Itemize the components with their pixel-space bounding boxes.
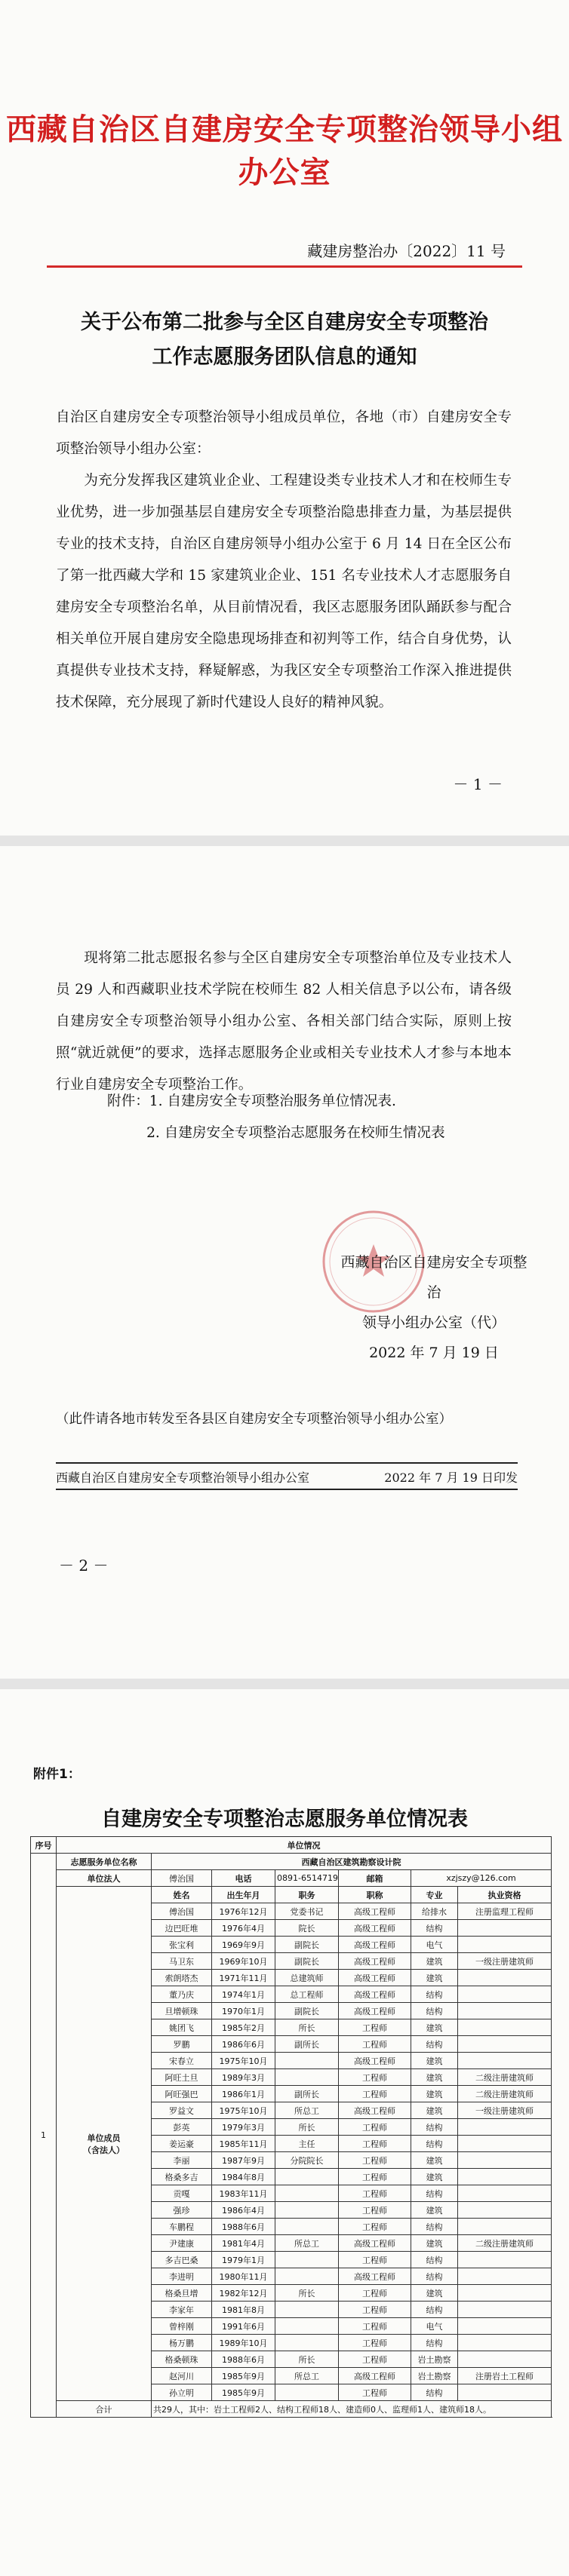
member-cell: 罗鹏 (152, 2036, 212, 2053)
member-cell (458, 2003, 552, 2019)
member-cell (458, 2053, 552, 2069)
member-cell (275, 2252, 339, 2268)
footer-bottom-rule (56, 1489, 518, 1490)
member-cell (458, 2285, 552, 2302)
member-cell: 高级工程师 (339, 2368, 411, 2384)
member-cell (458, 2384, 552, 2401)
member-cell: 1985年2月 (212, 2019, 275, 2036)
member-cell: 高级工程师 (339, 1953, 411, 1970)
salutation: 自治区自建房安全专项整治领导小组成员单位，各地（市）自建房安全专项整治领导小组办公室： (56, 409, 512, 457)
member-cell (275, 2302, 339, 2318)
member-cell: 1985年9月 (212, 2368, 275, 2384)
page-number: － 1 － (453, 775, 503, 793)
total-label: 合计 (57, 2401, 152, 2418)
member-cell: 结构 (411, 2252, 458, 2268)
table-header-row (31, 1837, 552, 1854)
member-cell: 1988年6月 (212, 2351, 275, 2368)
member-cell (458, 2185, 552, 2202)
member-cell (275, 2268, 339, 2285)
member-cell: 赵河川 (152, 2368, 212, 2384)
member-cell: 工程师 (339, 2335, 411, 2351)
member-cell: 总工程师 (275, 1986, 339, 2003)
member-cell: 工程师 (339, 2202, 411, 2219)
member-cell: 结构 (411, 2302, 458, 2318)
member-cell: 格桑多吉 (152, 2169, 212, 2185)
contact-name: 傅治国 (152, 1870, 212, 1887)
member-cell: 副所长 (275, 2086, 339, 2102)
member-cell: 高级工程师 (339, 1986, 411, 2003)
member-cell: 建筑 (411, 2069, 458, 2086)
member-cell (275, 2202, 339, 2219)
body-paragraph-1: 为充分发挥我区建筑业企业、工程建设类专业技术人才和在校师生专业优势，进一步加强基层自建房安全专项整治隐患排查力量，为基层提供专业的技术支持，自治区自建房领导小组办公室于 6 月 14 日在全区公布了第一批西藏大学和 15 家建筑业企业、151 名专业技术人才志愿服务自建房安全专项整治名单，从目前情况看，我区志愿服务团队踊跃参与配合相关单位开展自建房安全隐患现场排查和初判等工作，结合自身优势，认真提供专业技术支持，释疑解惑，为我区安全专项整治工作深入推进提供技术保障，充分展现了新时代建设人良好的精神风貌。 (56, 473, 512, 710)
member-cell (458, 2302, 552, 2318)
signature-line-1: 西藏自治区自建房安全专项整治 (340, 1254, 527, 1301)
member-header-cell: 执业资格 (458, 1887, 552, 1903)
member-cell: 1985年9月 (212, 2384, 275, 2401)
member-cell: 高级工程师 (339, 1937, 411, 1953)
member-cell (458, 2036, 552, 2053)
total-row (31, 2401, 552, 2418)
member-cell: 董乃庆 (152, 1986, 212, 2003)
member-cell: 1987年9月 (212, 2152, 275, 2169)
member-cell: 1976年4月 (212, 1920, 275, 1937)
member-cell: 建筑 (411, 2169, 458, 2185)
member-cell: 给排水 (411, 1903, 458, 1920)
member-cell: 注册监理工程师 (458, 1903, 552, 1920)
member-cell (458, 1970, 552, 1986)
member-cell: 所长 (275, 2119, 339, 2136)
attachment-item-2: 2. 自建房安全专项整治志愿服务在校师生情况表 (146, 1125, 445, 1141)
member-cell: 1981年8月 (212, 2302, 275, 2318)
member-header-cell: 出生年月 (212, 1887, 275, 1903)
member-cell: 曾梓刚 (152, 2318, 212, 2335)
member-cell (458, 2169, 552, 2185)
member-cell: 高级工程师 (339, 1970, 411, 1986)
total-text: 共29人，其中：岩土工程师2人、结构工程师18人、建造师0人、监理师1人、建筑师18人。 (152, 2401, 552, 2418)
member-cell: 工程师 (339, 2302, 411, 2318)
unit-contact-row (31, 1870, 552, 1887)
member-cell: 副院长 (275, 2003, 339, 2019)
member-cell: 工程师 (339, 2152, 411, 2169)
member-cell: 1980年11月 (212, 2268, 275, 2285)
member-cell: 高级工程师 (339, 2268, 411, 2285)
member-cell (458, 2019, 552, 2036)
member-cell (275, 2185, 339, 2202)
member-cell: 1979年1月 (212, 2252, 275, 2268)
member-cell: 傅治国 (152, 1903, 212, 1920)
member-cell: 1970年1月 (212, 2003, 275, 2019)
member-cell: 结构 (411, 1920, 458, 1937)
member-cell: 1989年10月 (212, 2335, 275, 2351)
member-header-cell: 姓名 (152, 1887, 212, 1903)
attachment-list (107, 1086, 530, 1149)
member-cell: 工程师 (339, 2169, 411, 2185)
member-cell: 建筑 (411, 2202, 458, 2219)
member-cell: 1986年6月 (212, 2036, 275, 2053)
member-cell (275, 2169, 339, 2185)
member-cell: 院长 (275, 1920, 339, 1937)
member-cell: 电气 (411, 2318, 458, 2335)
member-cell: 结构 (411, 2268, 458, 2285)
member-cell: 宋春立 (152, 2053, 212, 2069)
member-cell: 1981年4月 (212, 2235, 275, 2252)
member-cell: 建筑 (411, 2086, 458, 2102)
member-cell: 杨万鹏 (152, 2335, 212, 2351)
table-title: 自建房安全专项整治志愿服务单位情况表 (101, 1808, 468, 1831)
member-cell: 格桑旦增 (152, 2285, 212, 2302)
member-cell: 工程师 (339, 2136, 411, 2152)
member-cell: 建筑 (411, 2053, 458, 2069)
member-cell: 1969年9月 (212, 1937, 275, 1953)
member-cell: 建筑 (411, 2235, 458, 2252)
member-cell: 主任 (275, 2136, 339, 2152)
member-cell: 工程师 (339, 2219, 411, 2235)
member-cell (458, 2318, 552, 2335)
member-cell: 一级注册建筑师 (458, 2102, 552, 2119)
member-cell: 1988年6月 (212, 2219, 275, 2235)
member-cell: 岩土勘察 (411, 2368, 458, 2384)
member-cell (458, 1937, 552, 1953)
member-cell: 旦增顿珠 (152, 2003, 212, 2019)
member-cell: 姜运豪 (152, 2136, 212, 2152)
member-cell: 高级工程师 (339, 1903, 411, 1920)
member-cell (458, 2252, 552, 2268)
header-seq: 序号 (31, 1837, 57, 1854)
member-cell: 马卫东 (152, 1953, 212, 1970)
member-cell: 岩土勘察 (411, 2351, 458, 2368)
member-cell: 二级注册建筑师 (458, 2086, 552, 2102)
member-cell: 罗益文 (152, 2102, 212, 2119)
member-cell: 1984年8月 (212, 2169, 275, 2185)
member-cell: 总建筑师 (275, 1970, 339, 1986)
signature-block (336, 1247, 532, 1368)
member-cell: 建筑 (411, 2285, 458, 2302)
member-header-cell: 职务 (275, 1887, 339, 1903)
member-cell: 1979年3月 (212, 2119, 275, 2136)
member-cell: 建筑 (411, 2019, 458, 2036)
member-cell: 李家年 (152, 2302, 212, 2318)
member-cell: 1982年12月 (212, 2285, 275, 2302)
member-cell: 工程师 (339, 2351, 411, 2368)
footer-print-info (56, 1468, 518, 1486)
member-cell (458, 2202, 552, 2219)
member-cell: 结构 (411, 2185, 458, 2202)
body-paragraph-2: 现将第二批志愿报名参与全区自建房安全专项整治单位及专业技术人员 29 人和西藏职业技术学院在校师生 82 人相关信息予以公布，请各级自建房安全专项整治领导小组办公室、各相关部门结合实际，原则上按照“就近就便”的要求，选择志愿服务企业或相关专业技术人才参与本地本行业自建房安全专项整治工作。 (56, 950, 512, 1093)
member-cell: 多吉巴桑 (152, 2252, 212, 2268)
unit-name-value: 西藏自治区建筑勘察设计院 (152, 1854, 552, 1870)
document-title (45, 305, 524, 375)
member-cell: 李进明 (152, 2268, 212, 2285)
seq-cell: 1 (31, 1854, 57, 2418)
phone-label: 电话 (212, 1870, 275, 1887)
member-cell: 1989年3月 (212, 2069, 275, 2086)
member-cell (458, 1986, 552, 2003)
member-cell: 车鹏程 (152, 2219, 212, 2235)
member-cell: 彭英 (152, 2119, 212, 2136)
member-cell: 党委书记 (275, 1903, 339, 1920)
distribution-note: （此件请各地市转发至各县区自建房安全专项整治领导小组办公室） (56, 1412, 452, 1427)
member-cell: 结构 (411, 2335, 458, 2351)
page-number: － 2 － (59, 1556, 109, 1575)
member-cell: 强珍 (152, 2202, 212, 2219)
member-label-cell (57, 1887, 152, 2401)
document-page-2 (0, 846, 569, 1679)
header-unit-info: 单位情况 (57, 1837, 552, 1854)
member-cell: 贡嘎 (152, 2185, 212, 2202)
member-cell: 工程师 (339, 2036, 411, 2053)
member-cell: 索朗塔杰 (152, 1970, 212, 1986)
member-cell (458, 2136, 552, 2152)
member-cell: 1983年11月 (212, 2185, 275, 2202)
footer-top-rule (56, 1462, 518, 1464)
member-label-line-1: 单位成员 (87, 2133, 121, 2143)
member-cell: 1974年1月 (212, 1986, 275, 2003)
member-cell: 工程师 (339, 2069, 411, 2086)
member-cell: 工程师 (339, 2185, 411, 2202)
member-cell: 工程师 (339, 2384, 411, 2401)
member-cell: 二级注册建筑师 (458, 2069, 552, 2086)
member-cell: 高级工程师 (339, 1920, 411, 1937)
member-cell (275, 2335, 339, 2351)
document-number: 藏建房整治办〔2022〕11 号 (307, 242, 506, 260)
member-cell: 所长 (275, 2351, 339, 2368)
member-cell (458, 2219, 552, 2235)
email-value: xzjszy@126.com (411, 1870, 552, 1887)
attachment-item-1: 附件：1. 自建房安全专项整治服务单位情况表. (107, 1093, 396, 1109)
member-cell: 工程师 (339, 2086, 411, 2102)
title-line-2: 工作志愿服务团队信息的通知 (152, 345, 417, 369)
member-cell: 分院院长 (275, 2152, 339, 2169)
unit-name-row (31, 1854, 552, 1870)
member-cell: 结构 (411, 2003, 458, 2019)
member-cell: 高级工程师 (339, 2003, 411, 2019)
member-cell: 1969年10月 (212, 1953, 275, 1970)
member-cell: 1986年1月 (212, 2086, 275, 2102)
footer-print-date: 2022 年 7 月 19 日印发 (384, 1470, 518, 1485)
member-cell: 注册岩土工程师 (458, 2368, 552, 2384)
member-header-row (31, 1887, 552, 1903)
service-units-table (30, 1836, 552, 2418)
member-cell: 结构 (411, 2384, 458, 2401)
member-cell (458, 2152, 552, 2169)
member-cell: 工程师 (339, 2119, 411, 2136)
member-cell: 工程师 (339, 2318, 411, 2335)
member-cell: 张宝利 (152, 1937, 212, 1953)
member-cell: 尹建康 (152, 2235, 212, 2252)
unit-name-label: 志愿服务单位名称 (57, 1854, 152, 1870)
issuing-office-header: 西藏自治区自建房安全专项整治领导小组办公室 (6, 112, 563, 190)
member-cell: 高级工程师 (339, 2102, 411, 2119)
member-cell: 建筑 (411, 1953, 458, 1970)
member-cell: 副院长 (275, 1937, 339, 1953)
member-cell: 二级注册建筑师 (458, 2235, 552, 2252)
member-cell: 阿旺强巴 (152, 2086, 212, 2102)
signature-date: 2022 年 7 月 19 日 (369, 1345, 499, 1361)
member-cell (458, 2335, 552, 2351)
member-cell (275, 2053, 339, 2069)
member-cell (458, 1920, 552, 1937)
member-cell: 所总工 (275, 2235, 339, 2252)
member-cell: 1991年6月 (212, 2318, 275, 2335)
contact-label: 单位法人 (57, 1870, 152, 1887)
member-cell: 结构 (411, 2219, 458, 2235)
document-page-3 (0, 1689, 569, 2576)
signature-line-2: 领导小组办公室（代） (361, 1314, 506, 1331)
attachment-label: 附件1： (33, 1767, 81, 1782)
member-cell (275, 2318, 339, 2335)
member-cell (458, 2351, 552, 2368)
member-cell: 1971年11月 (212, 1970, 275, 1986)
email-label: 邮箱 (339, 1870, 411, 1887)
member-cell: 1976年12月 (212, 1903, 275, 1920)
member-cell (275, 2219, 339, 2235)
member-cell: 工程师 (339, 2285, 411, 2302)
member-cell: 电气 (411, 1937, 458, 1953)
member-cell: 高级工程师 (339, 2053, 411, 2069)
member-cell: 所总工 (275, 2102, 339, 2119)
member-cell: 1985年11月 (212, 2136, 275, 2152)
member-cell: 工程师 (339, 2019, 411, 2036)
member-cell: 阿旺土旦 (152, 2069, 212, 2086)
member-cell: 建筑 (411, 2152, 458, 2169)
footer-organization: 西藏自治区自建房安全专项整治领导小组办公室 (56, 1470, 310, 1485)
member-cell: 副所长 (275, 2036, 339, 2053)
phone-value: 0891-6514719 (275, 1870, 339, 1887)
member-cell: 姚团飞 (152, 2019, 212, 2036)
member-cell: 工程师 (339, 2252, 411, 2268)
document-page-1 (0, 0, 569, 836)
member-cell: 1975年10月 (212, 2102, 275, 2119)
member-cell: 所长 (275, 2285, 339, 2302)
title-line-1: 关于公布第二批参与全区自建房安全专项整治 (81, 311, 488, 334)
member-cell: 副院长 (275, 1953, 339, 1970)
member-cell: 边巴旺堆 (152, 1920, 212, 1937)
member-cell (458, 2119, 552, 2136)
red-divider-line (47, 265, 522, 268)
member-cell (458, 2268, 552, 2285)
member-cell: 孙立明 (152, 2384, 212, 2401)
member-cell: 所长 (275, 2019, 339, 2036)
member-cell: 结构 (411, 2119, 458, 2136)
member-cell: 1975年10月 (212, 2053, 275, 2069)
member-cell: 结构 (411, 1986, 458, 2003)
member-cell: 结构 (411, 2036, 458, 2053)
member-label-line-2: （含法人） (83, 2145, 125, 2155)
member-cell: 李丽 (152, 2152, 212, 2169)
member-cell: 建筑 (411, 2102, 458, 2119)
member-cell: 结构 (411, 2136, 458, 2152)
member-cell: 格桑顿珠 (152, 2351, 212, 2368)
member-cell (275, 2069, 339, 2086)
member-cell: 所总工 (275, 2368, 339, 2384)
member-header-cell: 专业 (411, 1887, 458, 1903)
attachments-label: 附件： (107, 1093, 149, 1109)
member-cell: 一级注册建筑师 (458, 1953, 552, 1970)
member-cell: 高级工程师 (339, 2235, 411, 2252)
member-cell: 1986年4月 (212, 2202, 275, 2219)
member-header-cell: 职称 (339, 1887, 411, 1903)
member-cell: 建筑 (411, 1970, 458, 1986)
member-cell (275, 2384, 339, 2401)
